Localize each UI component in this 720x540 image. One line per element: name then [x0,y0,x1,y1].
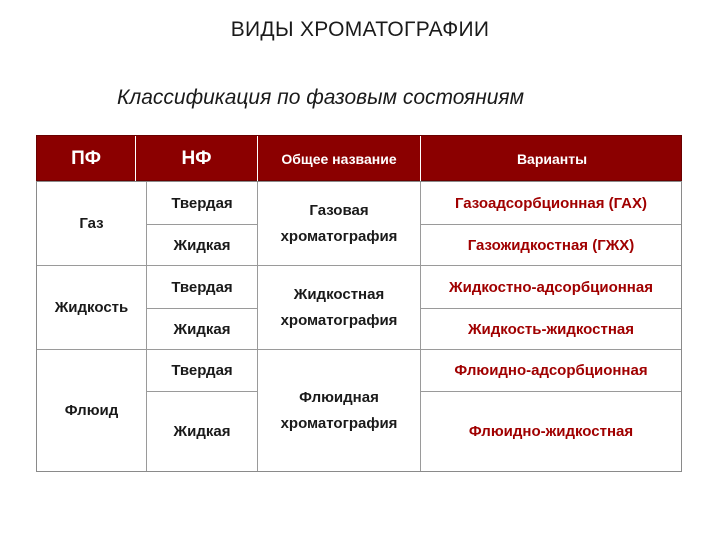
common-name-line: Жидкостная [293,285,385,303]
variant-cell: Жидкостно-адсорбционная [449,278,653,296]
variant-cell: Газоадсорбционная (ГАХ) [454,194,648,212]
header-pf: ПФ [71,148,101,169]
pf-cell: Флюид [64,402,119,419]
nf-cell: Жидкая [173,236,231,254]
nf-cell: Твердая [171,194,233,212]
common-name-cell [258,182,420,265]
common-name-cell [258,350,420,471]
common-name-line: Газовая [309,201,369,219]
nf-cell: Твердая [171,278,233,296]
header-variants: Варианты [516,151,588,167]
common-name-line: хроматография [280,414,398,432]
header-nf: НФ [181,148,212,169]
common-name-line: хроматография [280,227,398,245]
common-name-line: хроматография [280,311,398,329]
nf-cell: Жидкая [173,423,231,440]
table-body [36,181,682,472]
pf-cell: Жидкость [54,299,129,316]
page-subtitle: Классификация по фазовым состояниям [117,86,525,109]
common-name-cell [258,266,420,349]
page-title: ВИДЫ ХРОМАТОГРАФИИ [230,18,490,41]
classification-table [36,135,682,472]
variant-cell: Газожидкостная (ГЖХ) [467,236,635,254]
header-common-name: Общее название [281,151,397,167]
common-name-line: Флюидная [299,388,379,406]
nf-cell: Жидкая [173,320,231,338]
variant-cell: Флюидно-адсорбционная [454,362,648,379]
pf-cell: Газ [79,215,104,232]
variant-cell: Флюидно-жидкостная [468,423,634,440]
table-header [36,135,682,181]
variant-cell: Жидкость-жидкостная [468,320,634,338]
nf-cell: Твердая [171,362,233,379]
